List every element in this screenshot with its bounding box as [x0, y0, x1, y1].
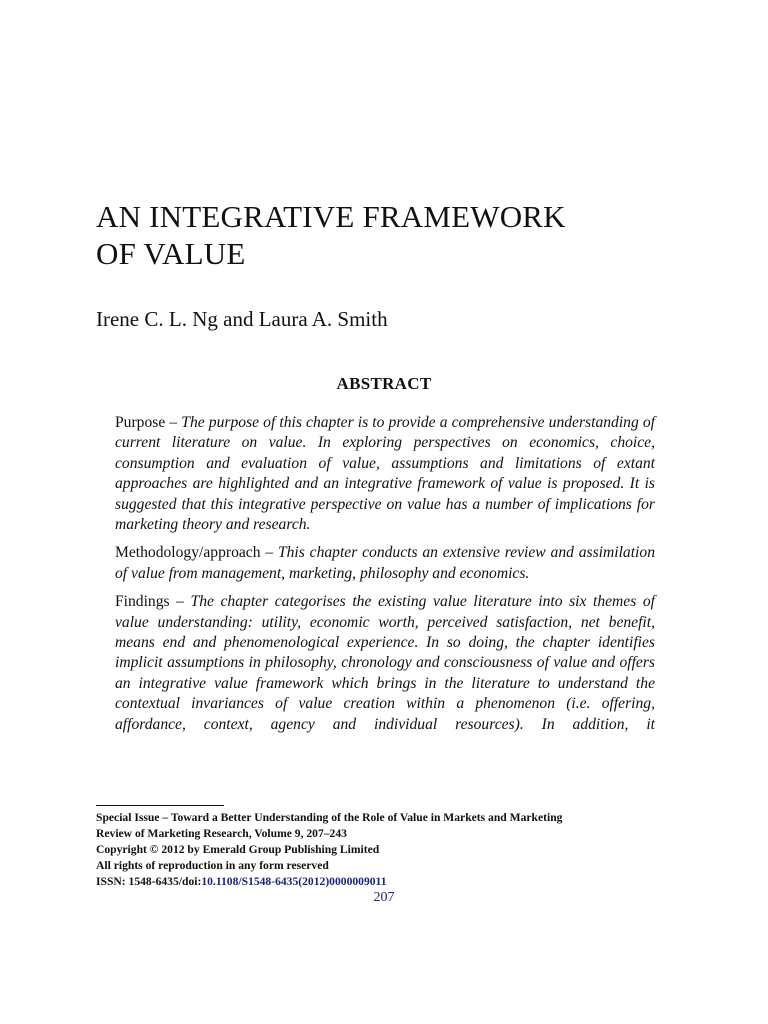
page-number[interactable]: 207	[373, 890, 395, 905]
abstract-section-methodology: Methodology/approach – This chapter conducts an extensive review and assimilation of value from management, marketing, philosophy and economics.	[115, 544, 655, 582]
doi-link[interactable]: 10.1108/S1548-6435(2012)0000009011	[201, 875, 387, 888]
chapter-title-line-2: OF VALUE	[96, 236, 246, 271]
author-list: Irene C. L. Ng and Laura A. Smith	[96, 307, 388, 331]
rights-line: All rights of reproduction in any form reserved	[96, 859, 329, 872]
abstract-section-findings: Findings – The chapter categorises the existing value literature into six themes of value understanding: utility, economic worth, perceived satisfaction, net benefit, means end and phenomenological experience. In so doing, the chapter identifies implicit assumptions in philosophy, chronology and consciousness of value and offers an integrative value framework which brings in the literature to understand the contextual invariances of value creation within a phenomenon (i.e. offering, affordance, context, agency and individual resources). In addition, it	[115, 593, 655, 733]
publication-footnote	[96, 810, 696, 890]
section-text: This chapter conducts an extensive review and assimilation of value from management, marketing, philosophy and economics.	[115, 544, 655, 582]
abstract-heading: ABSTRACT	[336, 374, 432, 393]
section-text: The chapter categorises the existing value literature into six themes of value understanding: utility, economic worth, perceived satisfaction, net benefit, means end and phenomenological experience. In so doing, the chapter identifies implicit assumptions in philosophy, chronology and consciousness of value and offers an integrative value framework which brings in the literature to understand the contextual invariances of value creation within a phenomenon (i.e. offering, affordance, context, agency and individual resources). In addition, it	[115, 593, 655, 733]
issn-doi-line	[96, 874, 696, 890]
section-text: The purpose of this chapter is to provide a comprehensive understanding of current literature on value. In exploring perspectives on economics, choice, consumption and evaluation of value, assumptions and limitations of extant approaches are highlighted and an integrative framework of value is proposed. It is suggested that this integrative perspective on value has a number of implications for marketing theory and research.	[115, 414, 656, 534]
abstract-section-purpose: Purpose – The purpose of this chapter is to provide a comprehensive understanding of current literature on value. In exploring perspectives on economics, choice, consumption and evaluation of value, assumptions and limitations of extant approaches are highlighted and an integrative framework of value is proposed. It is suggested that this integrative perspective on value has a number of implications for marketing theory and research.	[115, 414, 656, 534]
issn-prefix: ISSN: 1548-6435/doi:	[96, 875, 202, 888]
journal-line: Review of Marketing Research, Volume 9, 207–243	[96, 827, 347, 840]
copyright-line: Copyright © 2012 by Emerald Group Publishing Limited	[96, 843, 380, 856]
section-label: Methodology/approach	[115, 544, 261, 562]
abstract-body	[115, 413, 655, 743]
chapter-title-line-1: AN INTEGRATIVE FRAMEWORK	[96, 199, 566, 234]
section-label: Purpose	[115, 414, 166, 431]
chapter-title	[96, 198, 696, 272]
special-issue-line: Special Issue – Toward a Better Understanding of the Role of Value in Markets and Marketing	[96, 811, 563, 824]
section-label: Findings	[115, 593, 170, 611]
footnote-divider	[96, 805, 224, 806]
